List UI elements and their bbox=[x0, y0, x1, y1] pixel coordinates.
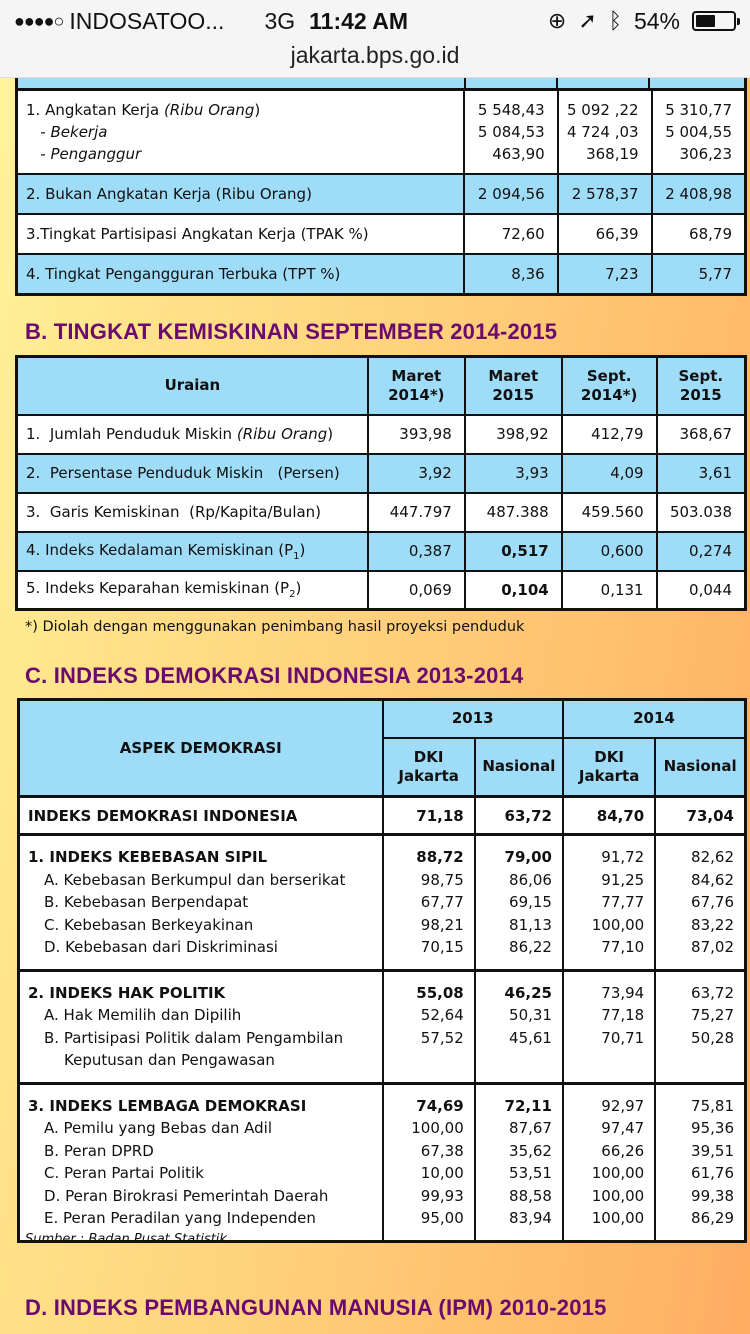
value-cell bbox=[652, 90, 746, 175]
value-line: 4 724 ,03 bbox=[567, 123, 639, 141]
group-value: 75,81 bbox=[691, 1096, 734, 1115]
carrier-name: INDOSATOO... bbox=[69, 7, 225, 34]
row-label bbox=[17, 90, 464, 175]
spacer bbox=[476, 1049, 552, 1072]
item-label-cont: Keputusan dan Pengawasan bbox=[64, 1051, 275, 1069]
value-cell bbox=[563, 1083, 655, 1241]
group-label-cell bbox=[19, 970, 383, 1083]
value-cell: 0,104 bbox=[465, 571, 562, 610]
item-value: 81,13 bbox=[509, 915, 552, 934]
group-value: 91,72 bbox=[601, 848, 645, 866]
group-row bbox=[19, 835, 746, 971]
value-cell: 66,39 bbox=[558, 214, 652, 254]
item-value: 87,67 bbox=[509, 1119, 552, 1137]
header-line: Maret bbox=[391, 366, 442, 385]
table-row bbox=[17, 454, 746, 493]
group-value: 79,00 bbox=[504, 848, 552, 866]
item-value: 100,00 bbox=[591, 1209, 645, 1227]
item-value: 57,52 bbox=[420, 1028, 464, 1047]
item-value: 98,21 bbox=[420, 915, 464, 934]
label-unit: (Ribu Orang bbox=[163, 101, 255, 119]
bluetooth-icon: ᛒ bbox=[608, 8, 622, 33]
section-b-title: B. TINGKAT KEMISKINAN SEPTEMBER 2014-2015 bbox=[25, 319, 558, 344]
item-value: 100,00 bbox=[591, 1186, 645, 1205]
item-label: D. Peran Birokrasi Pemerintah Daerah bbox=[44, 1186, 329, 1205]
header-line: Sept. bbox=[586, 366, 632, 385]
period-header bbox=[657, 357, 746, 415]
label-text: 1. Angkatan Kerja bbox=[26, 101, 164, 119]
clock: 11:42 AM bbox=[309, 7, 408, 34]
total-row bbox=[19, 797, 746, 835]
label-text: 5. Indeks Keparahan kemiskinan (P bbox=[26, 579, 290, 598]
value-cell: 0,274 bbox=[657, 532, 746, 571]
group-value: 92,97 bbox=[601, 1096, 645, 1115]
item-label: A. Hak Memilih dan Dipilih bbox=[44, 1006, 242, 1024]
item-value: 86,06 bbox=[509, 870, 552, 889]
item-value: 88,58 bbox=[509, 1186, 552, 1205]
value-cell bbox=[383, 1083, 475, 1241]
group-value: 82,62 bbox=[691, 848, 734, 866]
value-cell: 398,92 bbox=[465, 415, 562, 454]
item-value: 61,76 bbox=[691, 1164, 734, 1182]
group-value: 46,25 bbox=[504, 983, 552, 1002]
label-line bbox=[26, 99, 455, 121]
period-header bbox=[465, 357, 562, 415]
item-value: 77,10 bbox=[601, 938, 645, 956]
label-text: - Penganggur bbox=[26, 145, 142, 163]
group-value: 72,11 bbox=[504, 1096, 552, 1115]
group-label-cell bbox=[19, 835, 383, 971]
table-row bbox=[17, 214, 746, 254]
value-cell bbox=[655, 1083, 745, 1241]
uraian-header bbox=[17, 357, 368, 415]
value-cell: 0,387 bbox=[368, 532, 465, 571]
status-bar bbox=[0, 0, 750, 42]
item-label: B. Partisipasi Politik dalam Pengambilan bbox=[44, 1028, 344, 1047]
header-line: 2014*) bbox=[580, 385, 638, 404]
value-line: 5 548,43 bbox=[477, 101, 545, 119]
value-cell: 447.797 bbox=[368, 493, 465, 532]
value-cell: 459.560 bbox=[562, 493, 657, 532]
item-value: 98,75 bbox=[420, 870, 464, 889]
item-value: 53,51 bbox=[509, 1164, 552, 1182]
item-value: 10,00 bbox=[420, 1164, 464, 1182]
group-label-cell bbox=[19, 1083, 383, 1241]
item-value: 70,71 bbox=[601, 1028, 645, 1047]
item-label: C. Peran Partai Politik bbox=[44, 1164, 204, 1182]
value-line: 306,23 bbox=[679, 145, 732, 163]
value-cell bbox=[655, 970, 745, 1083]
group-value: 55,08 bbox=[416, 983, 464, 1002]
item-value: 84,62 bbox=[691, 870, 734, 889]
value-cell: 2 094,56 bbox=[464, 174, 558, 214]
item-value: 70,15 bbox=[420, 938, 464, 956]
label-line bbox=[26, 121, 455, 143]
url-text: jakarta.bps.go.id bbox=[290, 42, 460, 68]
value-cell: 84,70 bbox=[563, 797, 655, 835]
group-label: 3. INDEKS LEMBAGA DEMOKRASI bbox=[28, 1096, 307, 1115]
value-cell: 0,517 bbox=[465, 532, 562, 571]
item-label: B. Kebebasan Berpendapat bbox=[44, 893, 249, 911]
aspect-header: ASPEK DEMOKRASI bbox=[19, 700, 383, 797]
value-cell: 487.388 bbox=[465, 493, 562, 532]
value-cell: 368,67 bbox=[657, 415, 746, 454]
value-cell: 71,18 bbox=[383, 797, 475, 835]
value-cell: 0,069 bbox=[368, 571, 465, 610]
item-value: 95,00 bbox=[420, 1209, 464, 1227]
value-cell: 0,131 bbox=[562, 571, 657, 610]
democracy-index-table bbox=[17, 698, 747, 1243]
url-bar[interactable] bbox=[0, 42, 750, 78]
item-value: 87,02 bbox=[691, 938, 734, 956]
section-d-title: D. INDEKS PEMBANGUNAN MANUSIA (IPM) 2010-2015 bbox=[25, 1295, 607, 1320]
item-value: 66,26 bbox=[601, 1141, 645, 1160]
item-value: 99,93 bbox=[420, 1186, 464, 1205]
item-value: 50,28 bbox=[691, 1028, 734, 1047]
table-row bbox=[17, 571, 746, 610]
item-value: 69,15 bbox=[509, 893, 552, 911]
group-value: 63,72 bbox=[691, 983, 734, 1002]
header-line: Nasional bbox=[482, 757, 556, 776]
label-text: 3. Garis Kemiskinan (Rp/Kapita/Bulan) bbox=[26, 503, 322, 521]
value-cell: 7,23 bbox=[558, 254, 652, 294]
label-text: 1. Jumlah Penduduk Miskin bbox=[26, 425, 237, 443]
row-label: 3.Tingkat Partisipasi Angkatan Kerja (TPAK %) bbox=[17, 214, 464, 254]
table-row bbox=[17, 532, 746, 571]
table-row bbox=[17, 415, 746, 454]
group-value: 73,94 bbox=[601, 983, 645, 1002]
item-value: 100,00 bbox=[411, 1119, 464, 1137]
network-type: 3G bbox=[264, 7, 296, 34]
value-cell: 63,72 bbox=[475, 797, 563, 835]
table-row bbox=[17, 254, 746, 294]
header-line: Maret bbox=[488, 366, 539, 385]
value-cell: 503.038 bbox=[657, 493, 746, 532]
table-row bbox=[17, 90, 746, 175]
table-row bbox=[17, 174, 746, 214]
item-value: 77,77 bbox=[601, 893, 645, 911]
item-label: A. Kebebasan Berkumpul dan berserikat bbox=[44, 870, 346, 889]
value-cell: 73,04 bbox=[655, 797, 745, 835]
row-label bbox=[17, 571, 368, 610]
value-cell: 5,77 bbox=[652, 254, 746, 294]
spacer bbox=[384, 1049, 464, 1072]
label-end: ) bbox=[327, 425, 334, 443]
item-value: 83,22 bbox=[691, 915, 734, 934]
item-value: 83,94 bbox=[509, 1209, 552, 1227]
label-end: ) bbox=[295, 579, 302, 598]
value-line: 5 084,53 bbox=[477, 123, 545, 141]
item-value: 67,38 bbox=[420, 1141, 464, 1160]
value-cell bbox=[475, 835, 563, 971]
battery-icon bbox=[692, 11, 736, 31]
value-cell: 68,79 bbox=[652, 214, 746, 254]
item-value: 99,38 bbox=[691, 1186, 734, 1205]
value-cell bbox=[475, 970, 563, 1083]
value-cell bbox=[563, 835, 655, 971]
rotation-lock-icon: ⊕ bbox=[547, 8, 567, 33]
source-note: Sumber : Badan Pusat Statistik bbox=[25, 1232, 227, 1247]
value-line: 368,19 bbox=[586, 145, 639, 163]
item-label: E. Peran Peradilan yang Independen bbox=[44, 1209, 316, 1227]
header-line: 2014*) bbox=[388, 385, 445, 404]
section-c-title: C. INDEKS DEMOKRASI INDONESIA 2013-2014 bbox=[25, 663, 524, 688]
poverty-footnote: *) Diolah dengan menggunakan penimbang hasil proyeksi penduduk bbox=[25, 619, 525, 635]
item-value: 100,00 bbox=[591, 1164, 645, 1182]
region-header bbox=[655, 738, 745, 797]
label-subscript: 2 bbox=[289, 589, 296, 601]
value-line: 5 092 ,22 bbox=[567, 101, 639, 119]
header-line: Uraian bbox=[164, 376, 221, 395]
item-value: 35,62 bbox=[509, 1141, 552, 1160]
row-label bbox=[17, 532, 368, 571]
row-label: INDEKS DEMOKRASI INDONESIA bbox=[19, 797, 383, 835]
value-cell: 0,600 bbox=[562, 532, 657, 571]
item-label: D. Kebebasan dari Diskriminasi bbox=[44, 938, 278, 956]
header-line: DKI bbox=[594, 747, 624, 766]
item-value: 77,18 bbox=[601, 1006, 645, 1024]
label-end: ) bbox=[299, 540, 306, 559]
value-cell bbox=[383, 970, 475, 1083]
value-cell: 8,36 bbox=[464, 254, 558, 294]
group-row bbox=[19, 970, 746, 1083]
item-value: 91,25 bbox=[601, 870, 645, 889]
item-value: 52,64 bbox=[420, 1006, 464, 1024]
header-line: Jakarta bbox=[578, 766, 640, 785]
item-value: 86,22 bbox=[509, 938, 552, 956]
battery-fill bbox=[696, 15, 715, 27]
group-row bbox=[19, 1083, 746, 1241]
group-label: 2. INDEKS HAK POLITIK bbox=[28, 983, 226, 1002]
value-line: 463,90 bbox=[492, 145, 545, 163]
label-text: 2. Persentase Penduduk Miskin (Persen) bbox=[26, 464, 340, 482]
value-cell bbox=[464, 90, 558, 175]
value-cell: 2 408,98 bbox=[652, 174, 746, 214]
value-cell bbox=[655, 835, 745, 971]
item-value: 67,76 bbox=[691, 893, 734, 911]
header-line: 2015 bbox=[492, 385, 535, 404]
label-text: 4. Indeks Kedalaman Kemiskinan (P bbox=[26, 540, 294, 559]
year-header-2014: 2014 bbox=[563, 700, 746, 738]
value-cell: 0,044 bbox=[657, 571, 746, 610]
value-cell: 393,98 bbox=[368, 415, 465, 454]
header-line: 2015 bbox=[679, 385, 722, 404]
labor-force-table bbox=[15, 88, 747, 296]
label-subscript: 1 bbox=[293, 550, 300, 562]
row-label: 4. Tingkat Pengangguran Terbuka (TPT %) bbox=[17, 254, 464, 294]
label-end: ) bbox=[254, 101, 261, 119]
battery-percent: 54% bbox=[633, 7, 680, 34]
value-cell bbox=[383, 835, 475, 971]
header-line: Jakarta bbox=[398, 766, 459, 785]
item-value: 39,51 bbox=[691, 1141, 734, 1160]
value-cell: 3,61 bbox=[657, 454, 746, 493]
group-label: 1. INDEKS KEBEBASAN SIPIL bbox=[28, 848, 268, 866]
item-value: 75,27 bbox=[691, 1006, 734, 1024]
status-right bbox=[548, 8, 736, 35]
value-line: 5 004,55 bbox=[665, 123, 732, 141]
item-value: 95,36 bbox=[691, 1119, 734, 1137]
value-cell bbox=[475, 1083, 563, 1241]
signal-strength-icon: ●●●●○ bbox=[14, 10, 64, 31]
group-value: 88,72 bbox=[416, 848, 464, 866]
label-unit: (Ribu Orang bbox=[236, 425, 328, 443]
value-cell: 72,60 bbox=[464, 214, 558, 254]
period-header bbox=[562, 357, 657, 415]
row-label bbox=[17, 493, 368, 532]
header-line: DKI bbox=[413, 747, 444, 766]
row-label: 2. Bukan Angkatan Kerja (Ribu Orang) bbox=[17, 174, 464, 214]
value-cell bbox=[558, 90, 652, 175]
group-value: 74,69 bbox=[416, 1096, 464, 1115]
region-header bbox=[383, 738, 475, 797]
value-cell: 3,93 bbox=[465, 454, 562, 493]
region-header bbox=[475, 738, 563, 797]
poverty-table bbox=[15, 355, 747, 611]
row-label bbox=[17, 454, 368, 493]
item-label: C. Kebebasan Berkeyakinan bbox=[44, 915, 254, 934]
item-label: B. Peran DPRD bbox=[44, 1141, 154, 1160]
value-cell bbox=[563, 970, 655, 1083]
spacer bbox=[564, 1049, 644, 1072]
table-row bbox=[17, 493, 746, 532]
item-value: 67,77 bbox=[420, 893, 464, 911]
item-label: A. Pemilu yang Bebas dan Adil bbox=[44, 1119, 273, 1137]
spacer bbox=[656, 1049, 734, 1072]
location-icon: ➚ bbox=[578, 8, 597, 33]
item-value: 50,31 bbox=[509, 1006, 552, 1024]
value-line: 5 310,77 bbox=[665, 101, 732, 119]
period-header bbox=[368, 357, 465, 415]
label-line bbox=[26, 143, 455, 165]
value-cell: 2 578,37 bbox=[558, 174, 652, 214]
value-cell: 3,92 bbox=[368, 454, 465, 493]
row-label bbox=[17, 415, 368, 454]
item-value: 45,61 bbox=[509, 1028, 552, 1047]
region-header bbox=[563, 738, 655, 797]
item-value: 97,47 bbox=[601, 1119, 645, 1137]
year-header-2013: 2013 bbox=[383, 700, 563, 738]
header-line: Sept. bbox=[678, 366, 724, 385]
item-value: 86,29 bbox=[691, 1209, 734, 1227]
header-line: Nasional bbox=[663, 757, 737, 776]
label-text: - Bekerja bbox=[26, 123, 108, 141]
item-value: 100,00 bbox=[591, 915, 645, 934]
value-cell: 412,79 bbox=[562, 415, 657, 454]
value-cell: 4,09 bbox=[562, 454, 657, 493]
